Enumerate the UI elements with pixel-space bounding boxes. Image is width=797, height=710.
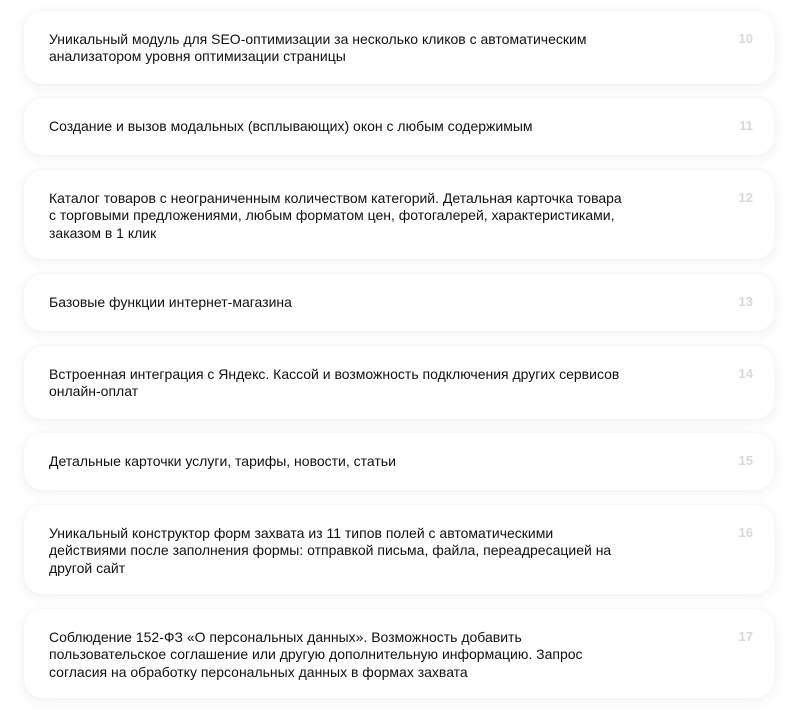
feature-number: 13 xyxy=(738,294,753,309)
feature-card xyxy=(24,505,774,594)
feature-number: 17 xyxy=(738,629,753,644)
feature-text: Соблюдение 152-ФЗ «О персональных данных». Возможность добавить пользовательское соглашение или другую дополнительную информацию. Запрос согласия на обработку персональных данных в формах захвата xyxy=(49,629,583,680)
feature-card xyxy=(24,170,774,259)
feature-text: Базовые функции интернет-магазина xyxy=(49,294,292,310)
feature-text: Создание и вызов модальных (всплывающих) окон с любым содержимым xyxy=(49,118,533,134)
feature-number: 15 xyxy=(738,453,753,468)
feature-card xyxy=(24,98,774,155)
feature-text: Уникальный модуль для SEO-оптимизации за несколько кликов с автоматическим анализатором уровня оптимизации страницы xyxy=(49,31,587,65)
feature-text: Каталог товаров с неограниченным количеством категорий. Детальная карточка товара с торговыми предложениями, любым форматом цен, фотогалерей, характеристиками, заказом в 1 клик xyxy=(49,190,622,241)
feature-number: 16 xyxy=(738,525,753,540)
feature-card xyxy=(24,11,774,84)
feature-text: Уникальный конструктор форм захвата из 11 типов полей с автоматическими действиями после заполнения формы: отправкой письма, файла, переадресацией на другой сайт xyxy=(49,525,612,576)
feature-number: 12 xyxy=(738,190,753,205)
feature-card xyxy=(24,433,774,490)
feature-text: Встроенная интеграция с Яндекс. Кассой и возможность подключения других сервисов онлайн-оплат xyxy=(49,366,620,400)
feature-card xyxy=(24,346,774,419)
feature-number: 14 xyxy=(738,366,753,381)
feature-number: 11 xyxy=(739,118,753,133)
feature-text: Детальные карточки услуги, тарифы, новости, статьи xyxy=(49,453,396,469)
feature-card xyxy=(24,609,774,698)
feature-card xyxy=(24,274,774,331)
feature-number: 10 xyxy=(738,31,753,46)
